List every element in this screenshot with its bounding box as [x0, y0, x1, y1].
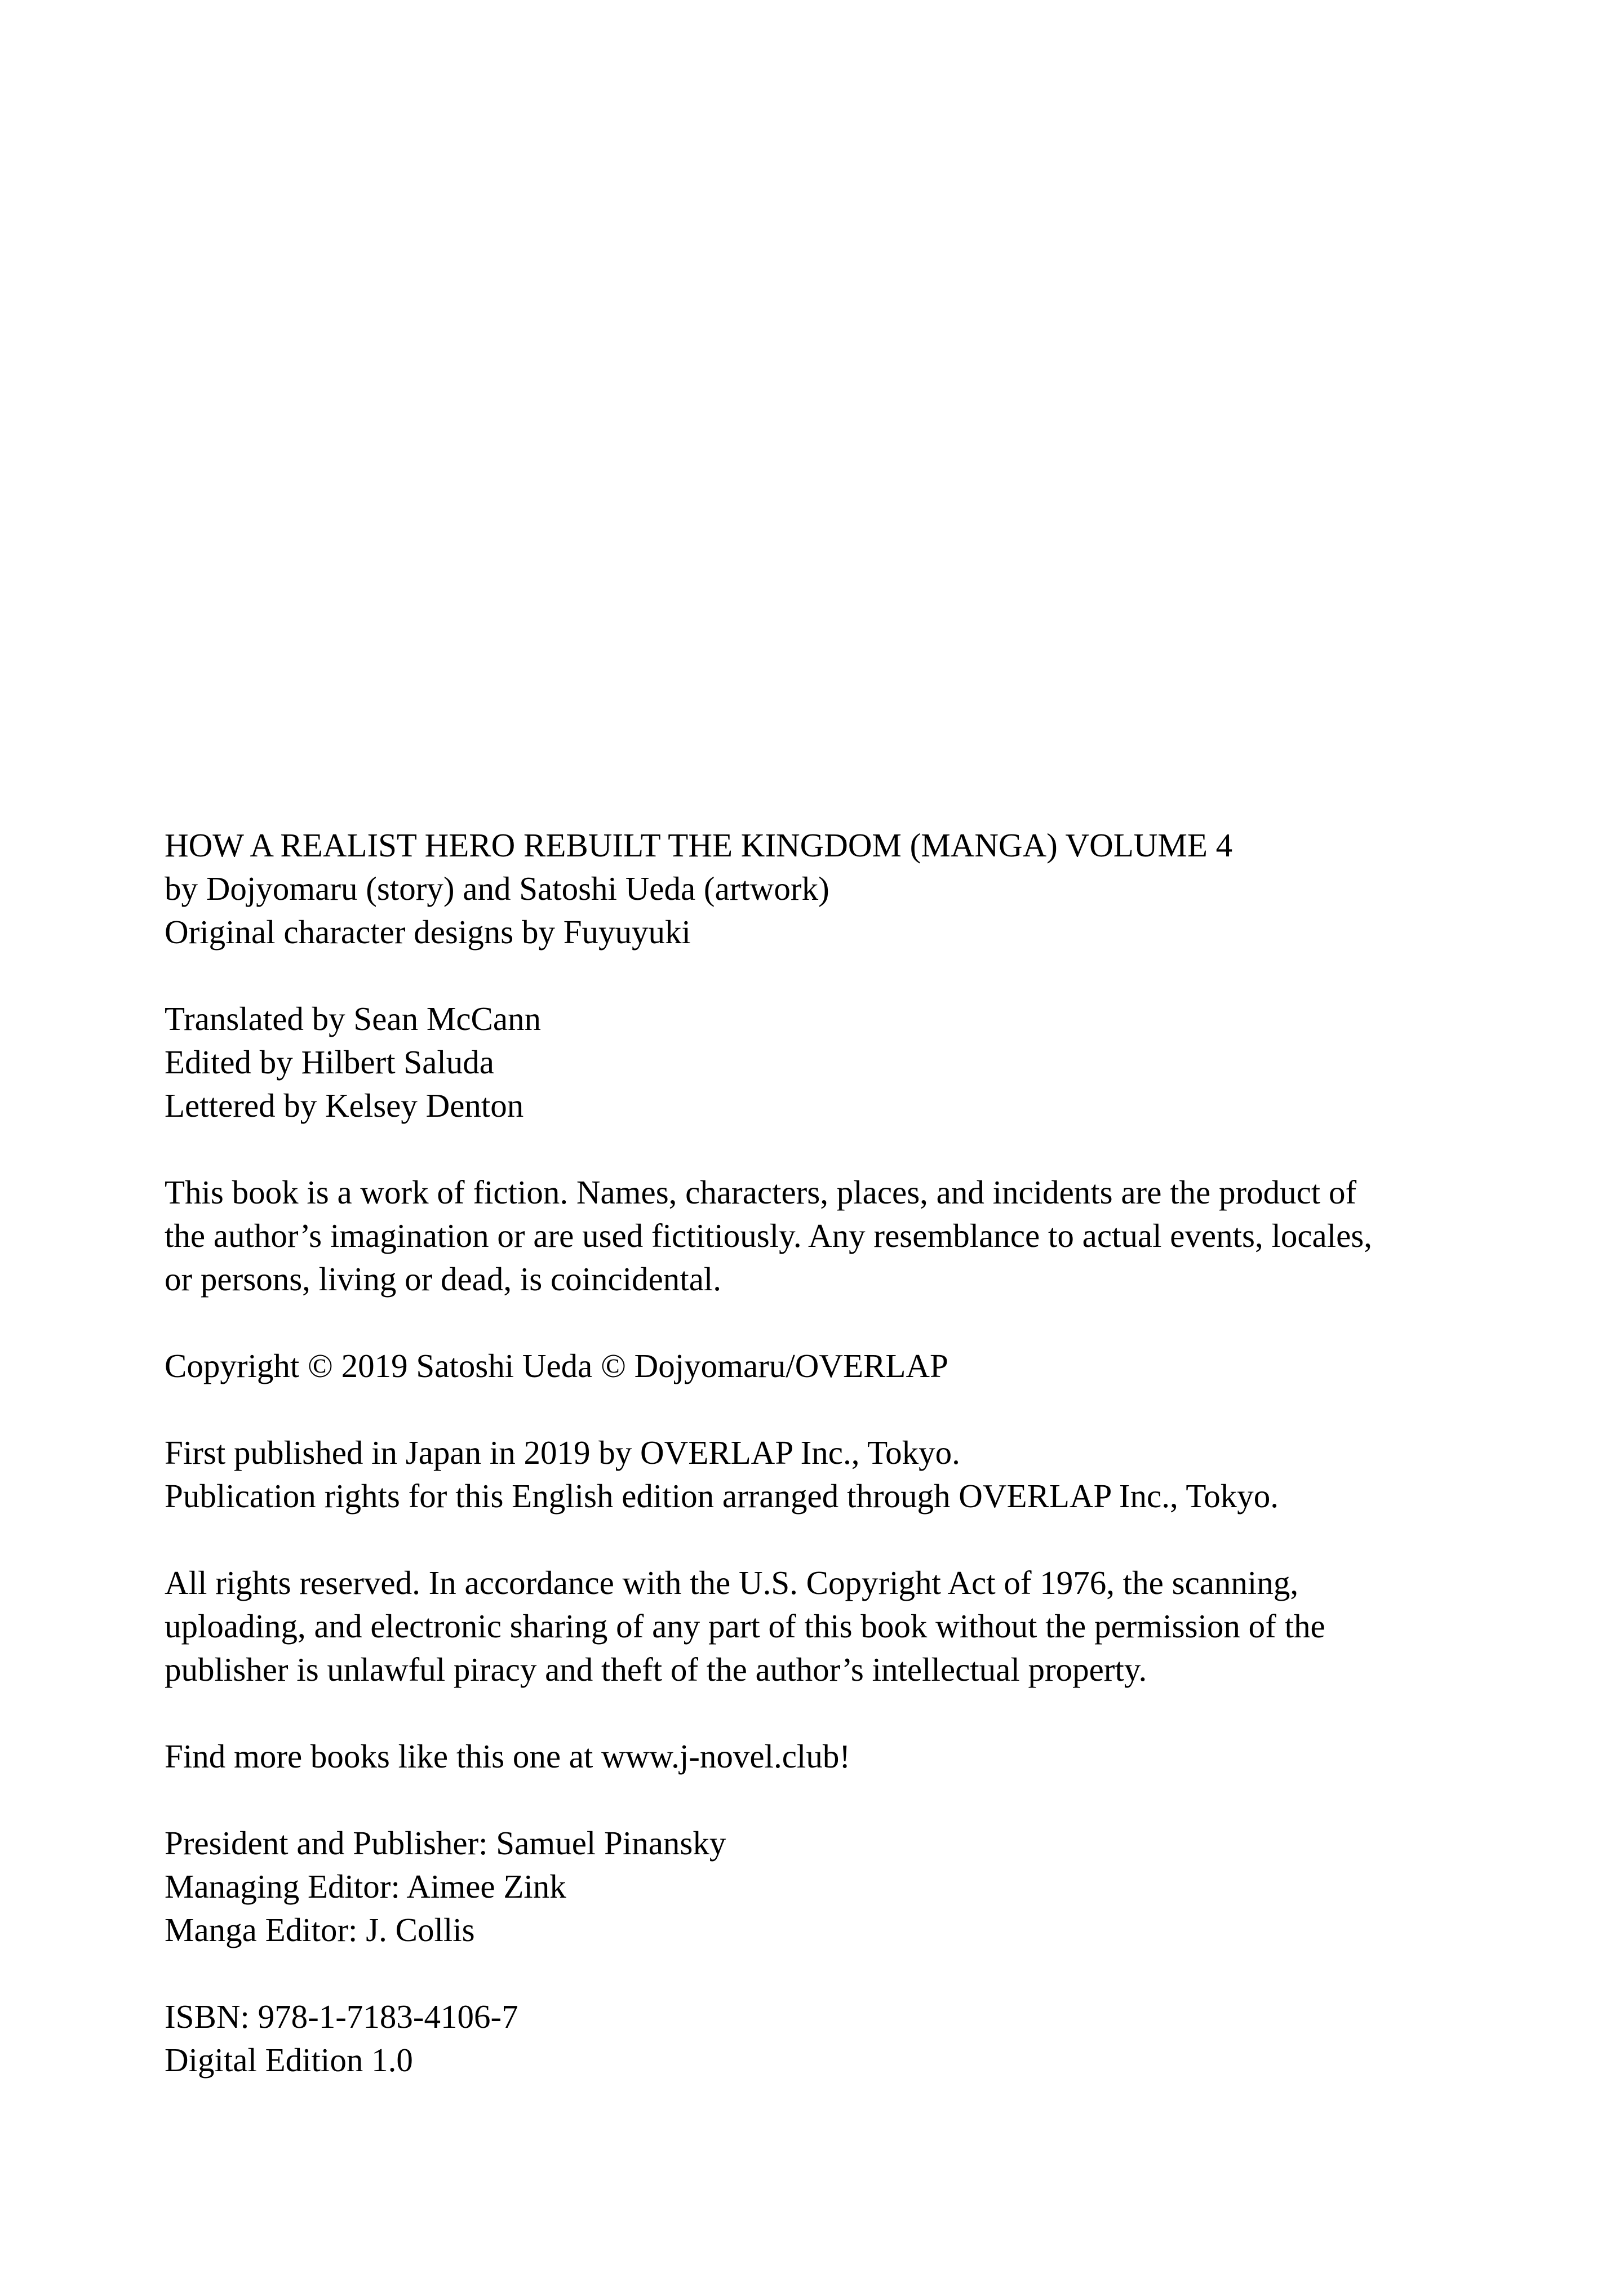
character-designs-credit: Original character designs by Fuyuyuki	[165, 913, 691, 951]
publication-rights-line: Publication rights for this English edition arranged through OVERLAP Inc., Tokyo.	[165, 1477, 1279, 1515]
text-line: This book is a work of fiction. Names, characters, places, and incidents are the product of	[165, 1174, 1357, 1211]
title-block	[165, 824, 1478, 954]
publication-block	[165, 1431, 1478, 1518]
find-books-line	[165, 1735, 1478, 1778]
first-published-line: First published in Japan in 2019 by OVERLAP Inc., Tokyo.	[165, 1434, 960, 1471]
fiction-disclaimer	[165, 1171, 1478, 1301]
managing-editor-credit: Managing Editor: Aimee Zink	[165, 1868, 566, 1905]
president-publisher-credit: President and Publisher: Samuel Pinansky	[165, 1824, 726, 1862]
colophon-text	[165, 824, 1478, 2082]
copyright-notice: Copyright © 2019 Satoshi Ueda © Dojyomaru/OVERLAP	[165, 1347, 948, 1384]
staff-block	[165, 1822, 1478, 1952]
credits-block	[165, 997, 1478, 1127]
manga-editor-credit: Manga Editor: J. Collis	[165, 1911, 475, 1948]
text-line: uploading, and electronic sharing of any part of this book without the permission of the	[165, 1607, 1325, 1645]
text-line: or persons, living or dead, is coincidental.	[165, 1260, 722, 1298]
rights-block	[165, 1561, 1478, 1691]
digital-edition-line: Digital Edition 1.0	[165, 2041, 413, 2079]
website-promo-line: Find more books like this one at www.j-novel.club!	[165, 1738, 850, 1775]
edition-block	[165, 1995, 1478, 2082]
byline-authors: by Dojyomaru (story) and Satoshi Ueda (artwork)	[165, 870, 829, 907]
text-line: the author’s imagination or are used fictitiously. Any resemblance to actual events, locales,	[165, 1217, 1373, 1254]
text-line: All rights reserved. In accordance with the U.S. Copyright Act of 1976, the scanning,	[165, 1564, 1299, 1601]
isbn-line: ISBN: 978-1-7183-4106-7	[165, 1998, 518, 2035]
book-title: HOW A REALIST HERO REBUILT THE KINGDOM (MANGA) VOLUME 4	[165, 827, 1233, 864]
editor-credit: Edited by Hilbert Saluda	[165, 1043, 494, 1081]
copyright-line	[165, 1344, 1478, 1388]
letterer-credit: Lettered by Kelsey Denton	[165, 1087, 524, 1124]
translator-credit: Translated by Sean McCann	[165, 1000, 542, 1037]
text-line: publisher is unlawful piracy and theft of the author’s intellectual property.	[165, 1651, 1147, 1688]
